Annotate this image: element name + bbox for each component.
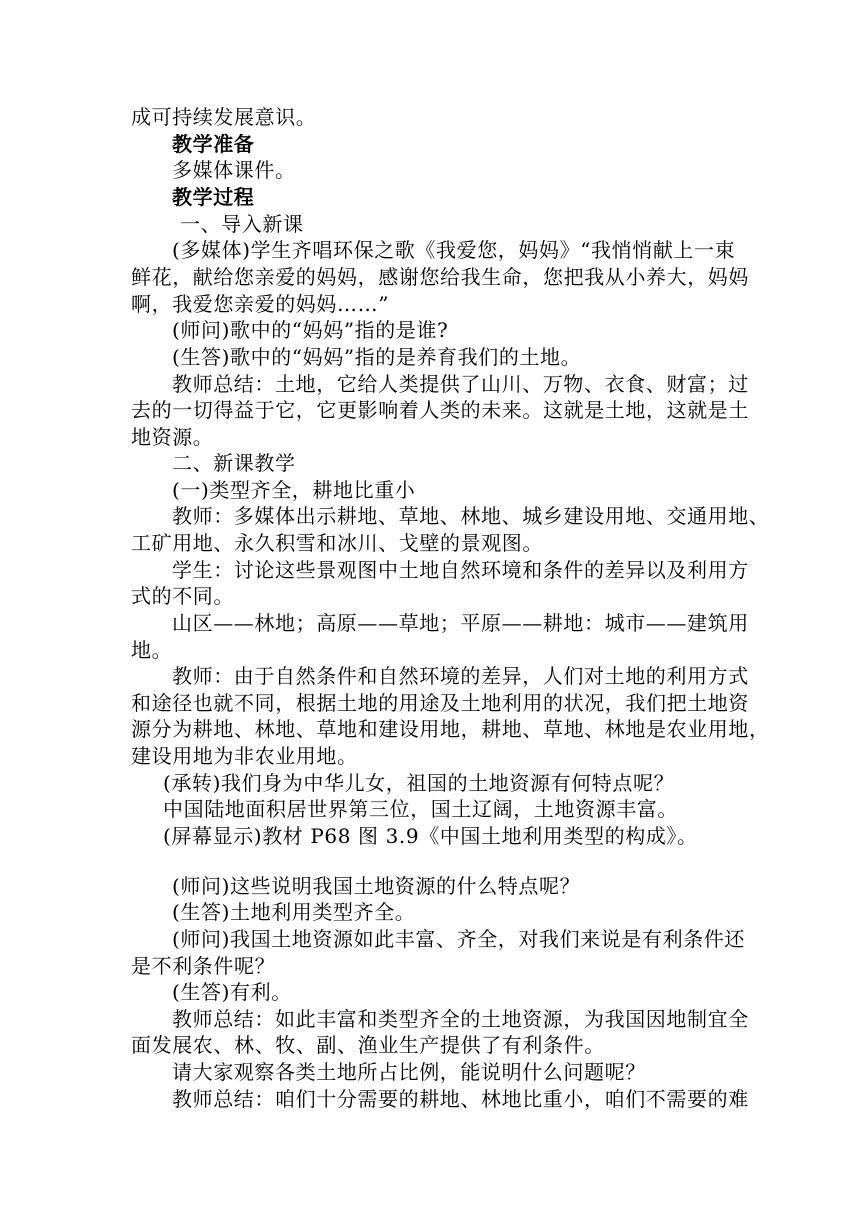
text-line: 山区——林地；高原——草地；平原——耕地：城市——建筑用 [172,611,749,635]
text-line: 多媒体课件。 [172,158,296,182]
subsection-heading: 一、导入新课 [180,212,304,236]
text-line: 地。 [131,638,173,662]
text-line: 去的一切得益于它，它更影响着人类的未来。这就是土地，这就是土 [131,398,749,422]
text-line: 学生：讨论这些景观图中土地自然环境和条件的差异以及利用方 [172,558,749,582]
text-line: 建设用地为非农业用地。 [131,744,358,768]
text-line: 教师总结：土地，它给人类提供了山川、万物、衣食、财富；过 [172,372,749,396]
subsection-heading: (一)类型齐全，耕地比重小 [172,478,416,502]
text-line: 教师总结：咱们十分需要的耕地、林地比重小，咱们不需要的难 [172,1087,749,1111]
text-line: 请大家观察各类土地所占比例，能说明什么问题呢？ [172,1060,646,1084]
text-line: 工矿用地、永久积雪和冰川、戈壁的景观图。 [131,531,543,555]
subsection-heading: 二、新课教学 [172,451,296,475]
text-line: 成可持续发展意识。 [131,105,317,129]
text-line: 源分为耕地、林地、草地和建设用地，耕地、草地、林地是农业用地， [131,717,770,741]
text-line: 地资源。 [131,425,214,449]
text-line: 面发展农、林、牧、副、渔业生产提供了有利条件。 [131,1033,605,1057]
text-line: (屏幕显示)教材 P68 图 3.9《中国土地利用类型的构成》。 [163,824,698,848]
text-line: 教师总结：如此丰富和类型齐全的土地资源，为我国因地制宜全 [172,1007,749,1031]
text-line: (师问)我国土地资源如此丰富、齐全，对我们来说是有利条件还 [172,927,746,951]
text-line: (生答)歌中的“妈妈”指的是养育我们的土地。 [172,345,582,369]
text-line: 式的不同。 [131,584,234,608]
section-heading-process: 教学过程 [172,185,255,209]
text-line: (承转)我们身为中华儿女，祖国的土地资源有何特点呢？ [163,771,675,795]
text-line: (生答)土地利用类型齐全。 [172,900,416,924]
text-line: 教师：多媒体出示耕地、草地、林地、城乡建设用地、交通用地、 [172,504,770,528]
text-line: 鲜花，献给您亲爱的妈妈，感谢您给我生命，您把我从小养大，妈妈 [131,265,749,289]
text-line: (多媒体)学生齐唱环保之歌《我爱您，妈妈》“我悄悄献上一束 [172,238,736,262]
text-line: (生答)有利。 [172,980,292,1004]
text-line: 啊，我爱您亲爱的妈妈……” [131,292,390,316]
text-line: 和途径也就不同，根据土地的用途及土地利用的状况，我们把土地资 [131,691,749,715]
text-line: (师问)歌中的“妈妈”指的是谁? [172,318,449,342]
text-line: 是不利条件呢？ [131,954,276,978]
section-heading-preparation: 教学准备 [172,132,255,156]
text-line: (师问)这些说明我国土地资源的什么特点呢？ [172,874,581,898]
text-line: 中国陆地面积居世界第三位，国土辽阔，土地资源丰富。 [163,797,678,821]
text-line: 教师：由于自然条件和自然环境的差异，人们对土地的利用方式 [172,664,749,688]
